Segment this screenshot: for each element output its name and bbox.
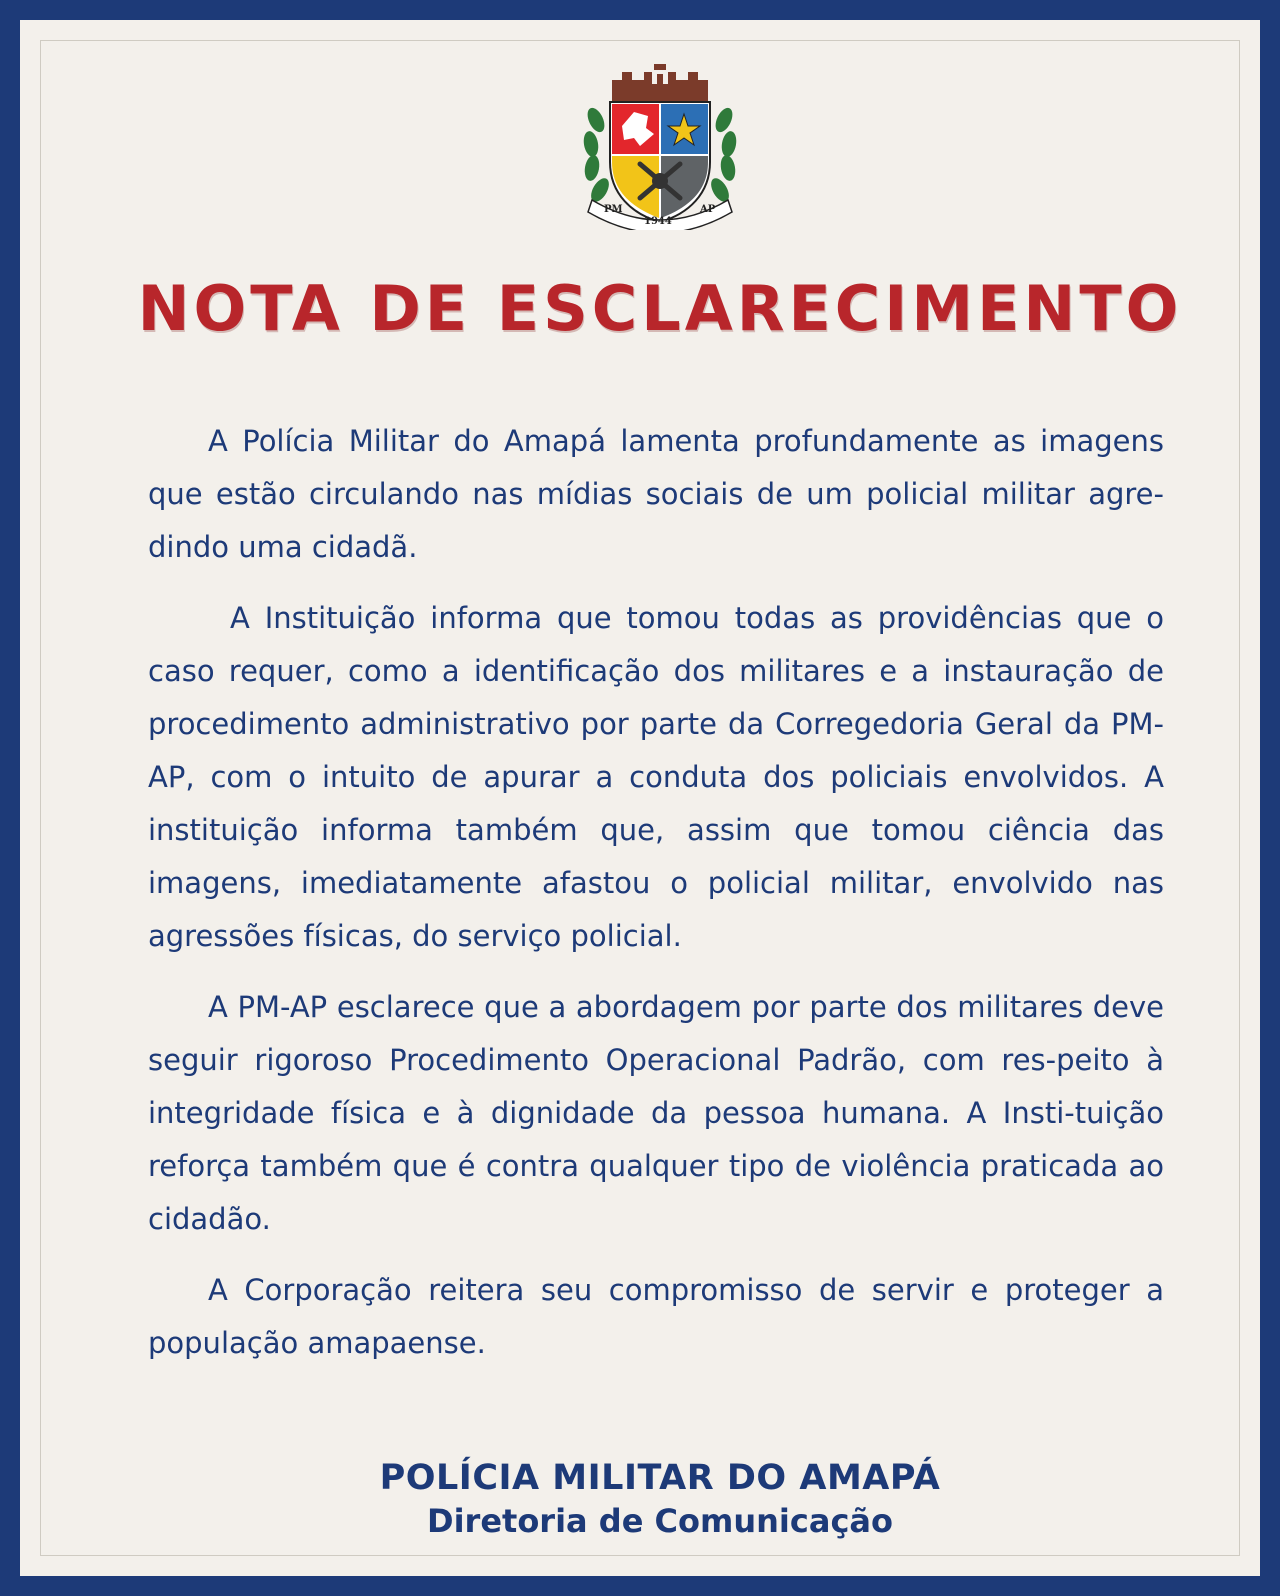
page-title: NOTA DE ESCLARECIMENTO [137, 272, 1183, 345]
signature-organization: POLÍCIA MILITAR DO AMAPÁ [379, 1458, 941, 1498]
pm-ap-coat-of-arms-icon [582, 60, 738, 230]
paragraph-2: A Instituição informa que tomou todas as providências que o caso requer, como a identificação dos militares e a instauração de procedimento administrativo por parte da Corregedoria Geral da PM-AP, com o intuito de apurar a conduta dos policiais envolvidos. A instituição informa também que, assim que tomou ciência das imagens, imediatamente afastou o policial militar, envolvido nas agressões físicas, do serviço policial. [148, 601, 1164, 953]
paragraph-4: A Corporação reitera seu compromisso de servir e proteger a população amapaense. [148, 1273, 1164, 1360]
signature-block [20, 1456, 1280, 1542]
signature-department: Diretoria de Comunicação [427, 1502, 893, 1540]
document-body [148, 415, 1164, 1388]
svg-text:PM: PM [604, 204, 623, 215]
svg-text:1944: 1944 [644, 216, 672, 227]
paragraph-3: A PM-AP esclarece que a abordagem por parte dos militares deve seguir rigoroso Procedimento Operacional Padrão, com res-peito à integridade física e à dignidade da pessoa humana. A Insti-tuição reforça também que é contra qualquer tipo de violência praticada ao cidadão. [148, 990, 1164, 1236]
svg-text:AP: AP [700, 204, 716, 215]
paragraph-1: A Polícia Militar do Amapá lamenta profundamente as imagens que estão circulando nas mídias sociais de um policial militar agre-dindo uma cidadã. [148, 424, 1164, 564]
